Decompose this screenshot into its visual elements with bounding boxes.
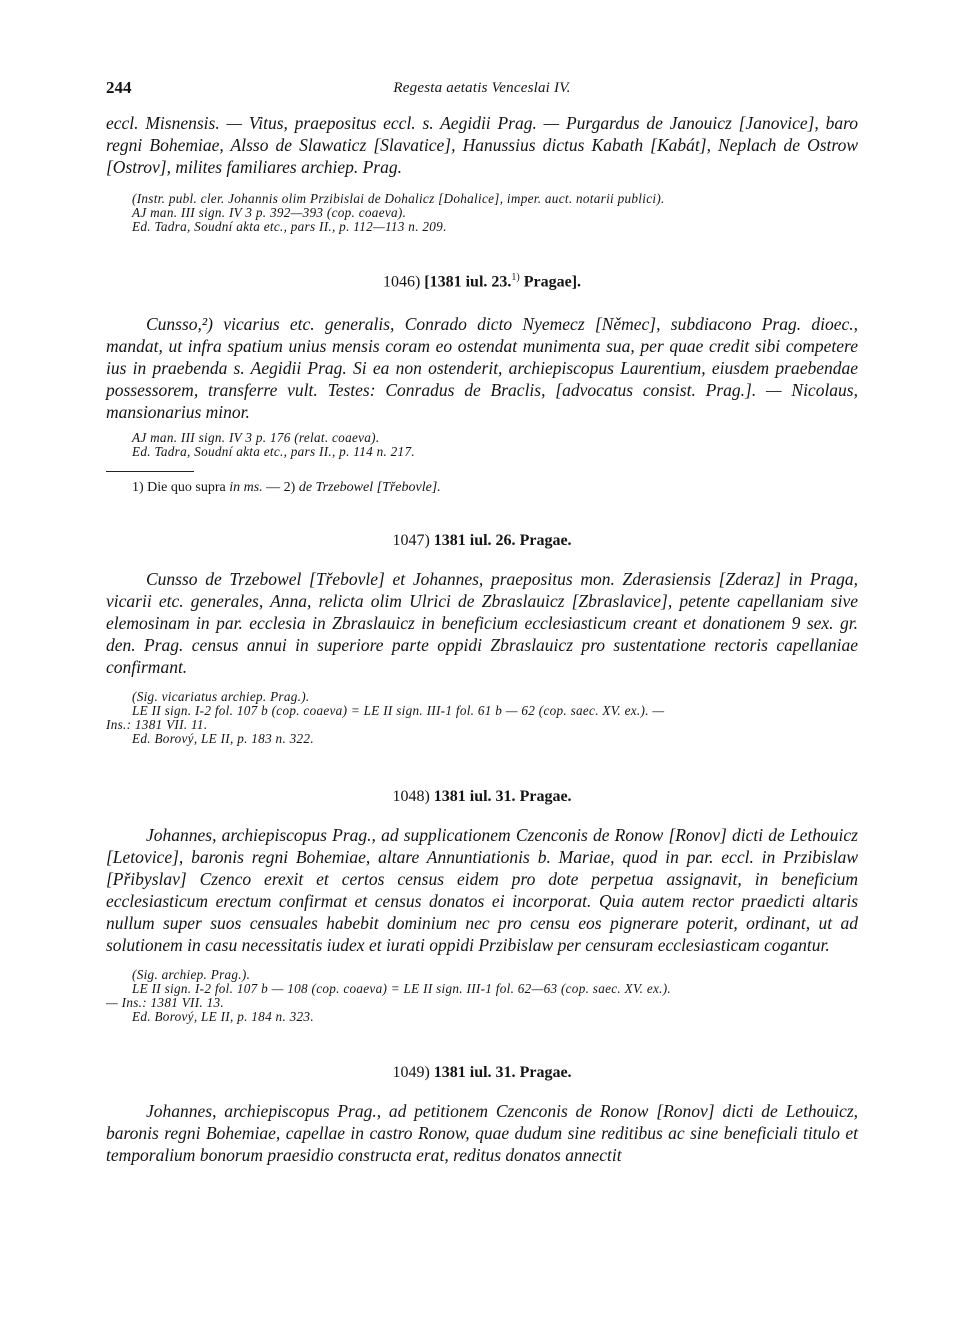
source-line: Ed. Borový, LE II, p. 183 n. 322. — [132, 731, 314, 747]
entry-number: 1047) — [392, 532, 430, 550]
footnote-marker: 1) — [132, 480, 144, 496]
source-line: Ed. Tadra, Soudní akta etc., pars II., p. 114 n. 217. — [132, 444, 415, 460]
entry-place: Pragae]. — [523, 273, 582, 291]
entry-text: Cunsso de Trzebowel [Třebovle] et Johannes, praepositus mon. Zderasiensis [Zderaz] in Praga, vicarii etc. generales, Anna, relicta olim Ulrici de Zbraslauicz [Zbraslavice], petente capellaniam sive elemosinam in par. ecclesia in Zbraslauicz in beneficium ecclesiasticum creant et donationem 9 sex. gr. den. Prag. census annui in superiore parte oppidi Zbraslauicz pro sustentatione rectoris capellaniae confirmant. — [106, 569, 858, 678]
entry-text: Johannes, archiepiscopus Prag., ad supplicationem Czenconis de Ronow [Ronov] dicti de Lethouicz [Letovice], baronis regni Bohemiae, altare Annuntiationis b. Mariae, quod in par. eccl. in Przibislaw [Přibyslav] Czenco erexit et certos census eidem pro dote perpetua assignavit, in beneficium ecclesiasticum erectum confirmat et census donatos ei incorporat. Quia autem rector praedicti altaris nullum super suos censuales habebit dominium nec pro censu eos pignerare poterit, ordinant, ut ad solutionem in casu necessitatis iudex et iurati oppidi Przibislaw per censuram ecclesiasticam cogantur. — [106, 825, 858, 956]
entry-number: 1046) — [382, 273, 421, 291]
entry-heading — [106, 788, 858, 806]
entry-text: Cunsso,²) vicarius etc. generalis, Conrado dicto Nyemecz [Němec], subdiacono Prag. dioec., mandat, ut infra spatium unius mensis coram eo ostendat munimenta sua, per quae credit sibi competere ius in praebenda s. Aegidii Prag. Si ea non ostenderit, archiepiscopus Laurentium, eiusdem praebendae possessorem, transferre vult. Testes: Conradus de Braclis, [advocatus consist. Prag.]. — Nicolaus, mansionarius minor. — [106, 314, 858, 423]
footnote-marker: 1) — [511, 272, 520, 283]
footnote-italic: de Trzebowel [Třebovle]. — [298, 480, 441, 496]
running-title: Regesta aetatis Venceslai IV. — [393, 80, 571, 96]
entry-date: 1381 iul. 31. — [433, 1064, 516, 1082]
intro-paragraph: eccl. Misnensis. — Vitus, praepositus eccl. s. Aegidii Prag. — Purgardus de Janouicz [Janovice], baro regni Bohemiae, Alsso de Slawaticz [Slavatice], Hanussius dictus Kabath [Kabát], Neplach de Ostrow [Ostrov], milites familiares archiep. Prag. — [106, 113, 858, 177]
footnote-text: Die quo supra — [147, 480, 226, 496]
entry-heading — [106, 272, 858, 291]
source-line: LE II sign. I-2 fol. 107 b — 108 (cop. coaeva) = LE II sign. III-1 fol. 62—63 (cop. saec. XV. ex.). — [132, 981, 672, 997]
entry-date: [1381 iul. 23. — [424, 273, 512, 291]
source-line: Ed. Borový, LE II, p. 184 n. 323. — [132, 1009, 314, 1025]
entry-date: 1381 iul. 26. — [433, 532, 516, 550]
entry-place: Pragae. — [519, 788, 572, 806]
footnote — [106, 480, 858, 496]
source-line: Ins.: 1381 VII. 11. — [106, 717, 208, 733]
entry-number: 1049) — [392, 1064, 430, 1082]
source-line: LE II sign. I-2 fol. 107 b (cop. coaeva) = LE II sign. III-1 fol. 61 b — 62 (cop. saec. XV. ex.). — — [132, 703, 665, 719]
entry-date: 1381 iul. 31. — [433, 788, 516, 806]
page-header — [106, 78, 858, 102]
entry-heading — [106, 1064, 858, 1082]
footnote-marker: 2) — [283, 480, 296, 496]
entry-text: Johannes, archiepiscopus Prag., ad petitionem Czenconis de Ronow [Ronov] dicti de Lethouicz, baronis regni Bohemiae, capellae in castro Ronow, quae dudum sine reditibus ac sine beneficiali titulo et temporalium bonorum praesidio constructa erat, reditus donatos annectit — [106, 1101, 858, 1166]
source-line: (Sig. vicariatus archiep. Prag.). — [132, 689, 310, 705]
footnote-italic: in ms. — [229, 480, 263, 496]
footnote-dash: — — [266, 480, 281, 496]
page-number: 244 — [106, 78, 132, 97]
entry-place: Pragae. — [519, 1064, 572, 1082]
entry-number: 1048) — [392, 788, 430, 806]
source-line: — Ins.: 1381 VII. 13. — [106, 995, 225, 1011]
page — [106, 78, 858, 1166]
source-line: AJ man. III sign. IV 3 p. 392—393 (cop. coaeva). — [132, 205, 407, 220]
source-line: (Instr. publ. cler. Johannis olim Przibislai de Dohalicz [Dohalice], imper. auct. notarii publici). — [132, 191, 665, 206]
source-line: AJ man. III sign. IV 3 p. 176 (relat. coaeva). — [132, 430, 380, 446]
source-line: (Sig. archiep. Prag.). — [132, 967, 251, 983]
source-line: Ed. Tadra, Soudní akta etc., pars II., p. 112—113 n. 209. — [132, 219, 447, 234]
entry-place: Pragae. — [519, 532, 572, 550]
entry-heading — [106, 532, 858, 550]
